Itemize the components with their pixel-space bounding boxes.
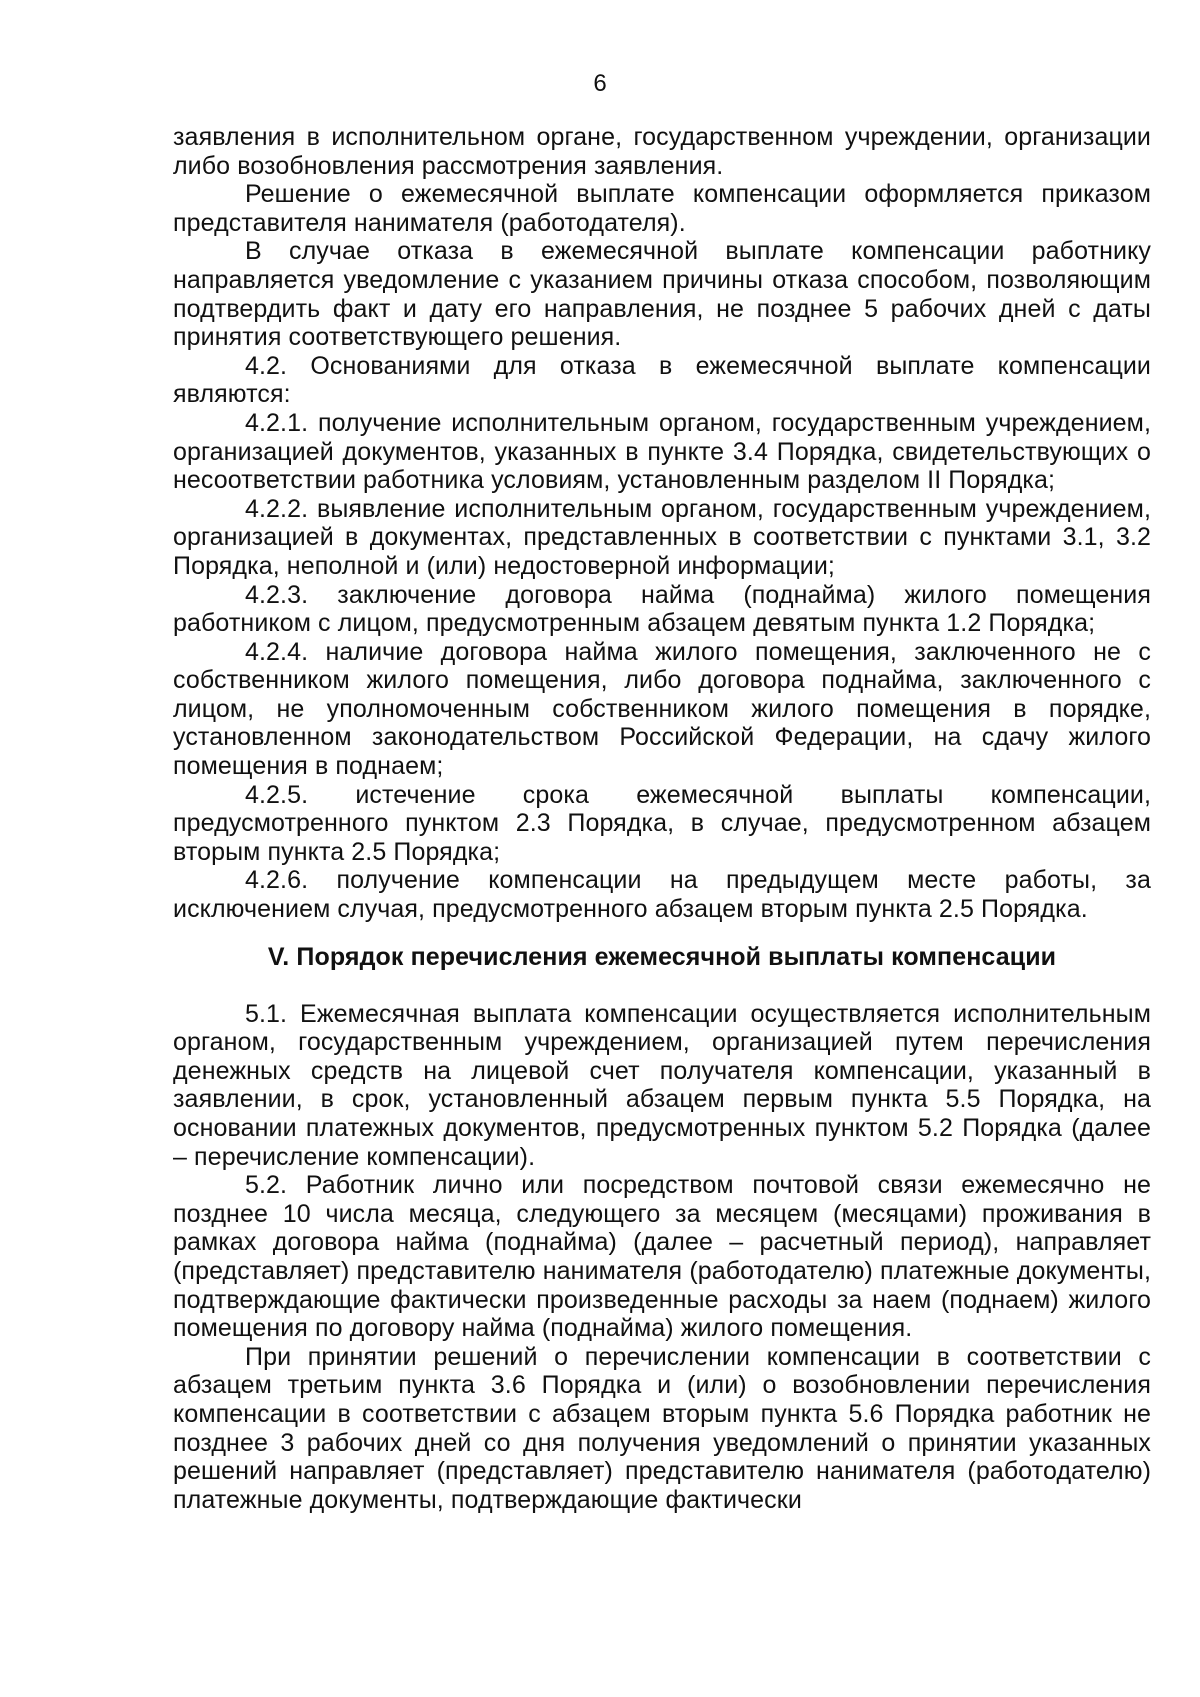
section-title: V. Порядок перечисления ежемесячной выплаты компенсации [267,942,1057,971]
paragraph: 4.2.5. истечение срока ежемесячной выплаты компенсации, предусмотренного пунктом 2.3 Порядка, в случае, предусмотренном абзацем вторым пункта 2.5 Порядка; [173,780,1151,866]
document-body [173,123,1151,1514]
paragraph: 4.2.1. получение исполнительным органом, государственным учреждением, организацией документов, указанных в пункте 3.4 Порядка, свидетельствующих о несоответствии работника условиям, установленным разделом II Порядка; [173,408,1151,495]
paragraph: 4.2.3. заключение договора найма (поднайма) жилого помещения работником с лицом, предусмотренным абзацем девятым пункта 1.2 Порядка; [173,580,1151,638]
paragraph: В случае отказа в ежемесячной выплате компенсации работнику направляется уведомление с указанием причины отказа способом, позволяющим подтвердить факт и дату его направления, не позднее 5 рабочих дней с даты принятия соответствующего решения. [173,237,1151,352]
page-number: 6 [593,70,607,97]
paragraph: 4.2.4. наличие договора найма жилого помещения, заключенного не с собственником жилого помещения, либо договора поднайма, заключенного с лицом, не уполномоченным собственником жилого помещения в порядке, установленном законодательством Российской Федерации, на сдачу жилого помещения в поднаем; [173,637,1151,781]
paragraph: 5.1. Ежемесячная выплата компенсации осуществляется исполнительным органом, государственным учреждением, организацией путем перечисления денежных средств на лицевой счет получателя компенсации, указанный в заявлении, в срок, установленный абзацем первым пункта 5.5 Порядка, на основании платежных документов, предусмотренных пунктом 5.2 Порядка (далее – перечисление компенсации). [173,999,1151,1171]
paragraph: 4.2.2. выявление исполнительным органом, государственным учреждением, организацией в документах, представленных в соответствии с пунктами 3.1, 3.2 Порядка, неполной и (или) недостоверной информации; [173,494,1151,580]
paragraph: Решение о ежемесячной выплате компенсации оформляется приказом представителя нанимателя (работодателя). [173,180,1151,237]
paragraph: При принятии решений о перечислении компенсации в соответствии с абзацем третьим пункта 3.6 Порядка и (или) о возобновлении перечисления компенсации в соответствии с абзацем вторым пункта 5.6 Порядка работник не позднее 3 рабочих дней со дня получения уведомлений о принятии указанных решений направляет (представляет) представителю нанимателя (работодателю) платежные документы, подтверждающие фактически [173,1342,1151,1514]
paragraph: заявления в исполнительном органе, государственном учреждении, организации либо возобновления рассмотрения заявления. [173,123,1151,180]
paragraph: 5.2. Работник лично или посредством почтовой связи ежемесячно не позднее 10 числа месяца, следующего за месяцем (месяцами) проживания в рамках договора найма (поднайма) (далее – расчетный период), направляет (представляет) представителю нанимателя (работодателю) платежные документы, подтверждающие фактически произведенные расходы за наем (поднаем) жилого помещения по договору найма (поднайма) жилого помещения. [173,1171,1151,1343]
paragraph: 4.2. Основаниями для отказа в ежемесячной выплате компенсации являются: [173,351,1151,409]
paragraph: 4.2.6. получение компенсации на предыдущем месте работы, за исключением случая, предусмотренного абзацем вторым пункта 2.5 Порядка. [173,866,1151,924]
